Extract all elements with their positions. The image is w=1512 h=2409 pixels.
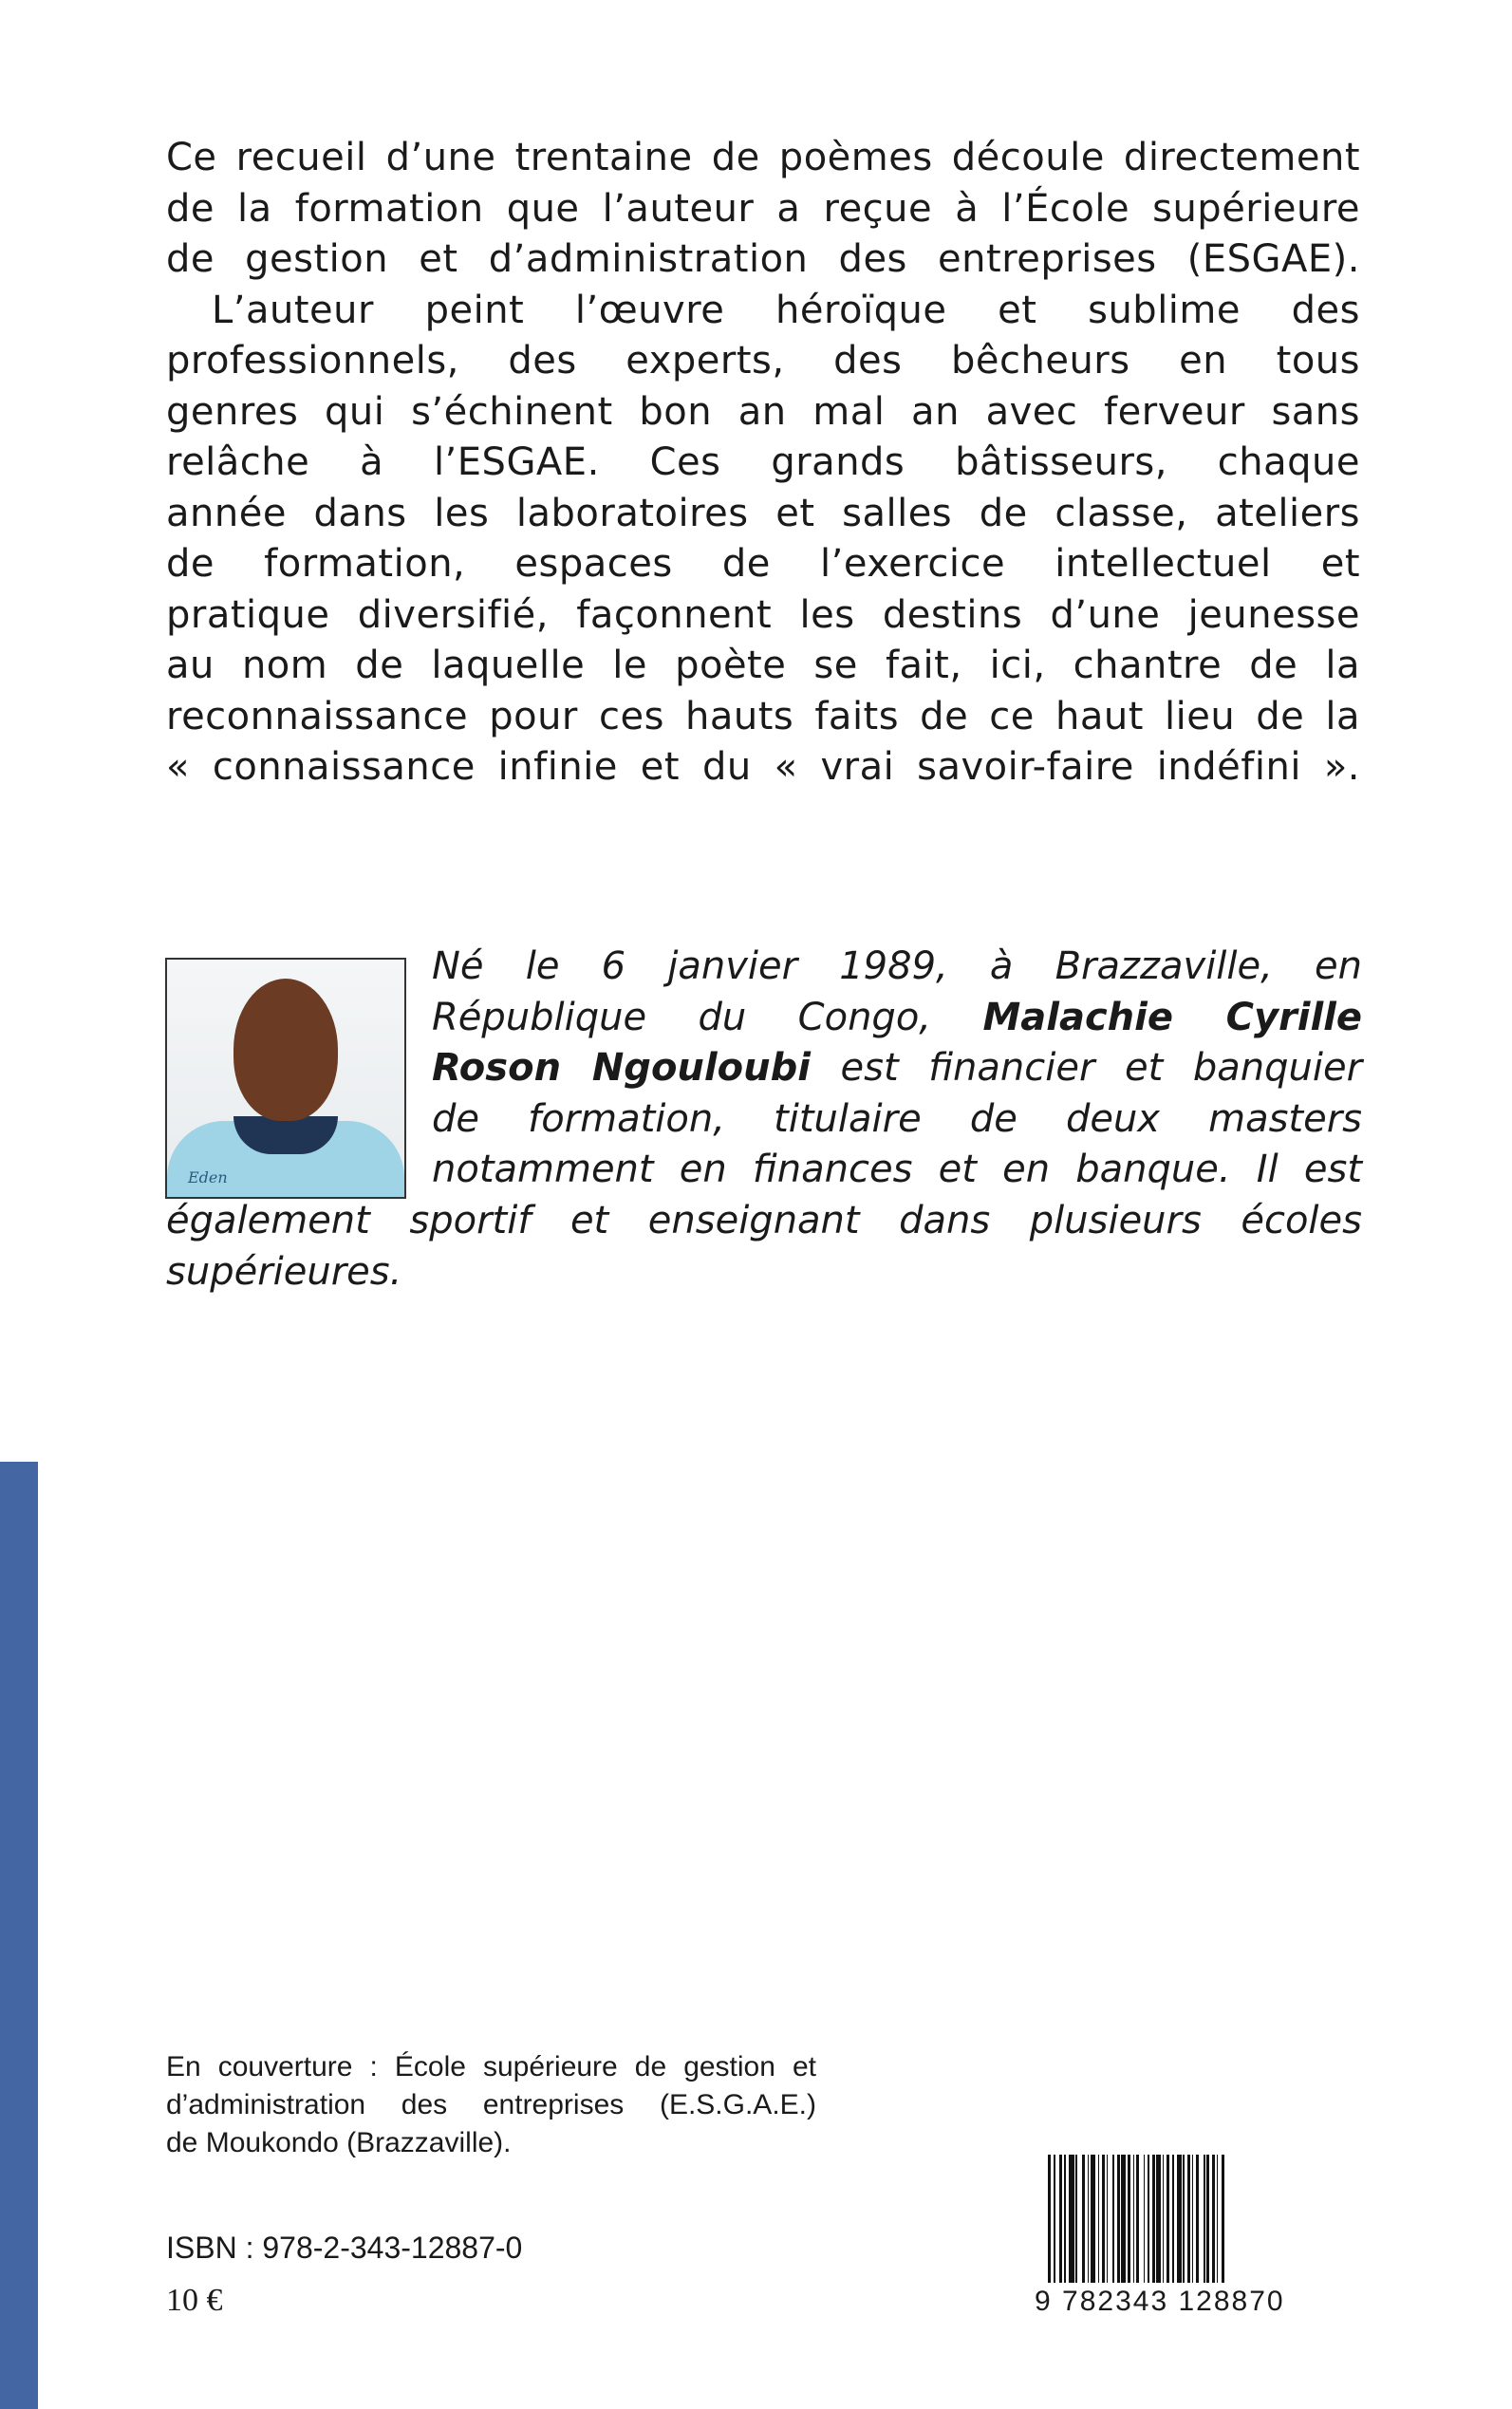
credit-line: d’administration des entreprises (E.S.G.A.E.) (166, 2089, 816, 2120)
isbn: ISBN : 978-2-343-12887-0 (166, 2231, 523, 2265)
barcode-bar (1224, 2155, 1226, 2283)
photo-shirt-logo: Eden (188, 1168, 228, 1186)
bio-line: Né le 6 janvier 1989, à Brazzaville, en (432, 944, 1362, 988)
summary-line: genres qui s’échinent bon an mal an avec ferveur sans (166, 389, 1360, 434)
bio-line: supérieures. (166, 1249, 402, 1294)
summary-line: année dans les laboratoires et salles de classe, ateliers (166, 491, 1360, 535)
cover-spine-band (0, 1462, 38, 2409)
credit-line: de Moukondo (Brazzaville). (166, 2127, 512, 2158)
barcode-bars (1048, 2155, 1329, 2297)
bio-line: également sportif et enseignant dans plusieurs écoles (166, 1199, 1362, 1242)
book-summary (166, 133, 1360, 794)
summary-line: pratique diversifié, façonnent les destins d’une jeunesse (166, 592, 1360, 637)
summary-line: de gestion et d’administration des entreprises (ESGAE). (166, 237, 1360, 281)
author-photo (165, 958, 406, 1199)
summary-line: au nom de laquelle le poète se fait, ici, chantre de la (166, 644, 1360, 687)
summary-line: Ce recueil d’une trentaine de poèmes découle directement (166, 136, 1360, 179)
barcode (1035, 2155, 1329, 2317)
summary-line: « connaissance infinie et du « vrai savoir-faire indéfini ». (166, 745, 1360, 789)
bio-line (432, 993, 1362, 1044)
price: 10 € (166, 2283, 223, 2318)
summary-line: de la formation que l’auteur a reçue à l’École supérieure (166, 186, 1360, 231)
bio-text: République du Congo, (432, 995, 932, 1039)
summary-line: de formation, espaces de l’exercice intellectuel et (166, 542, 1360, 586)
bio-line: de formation, titulaire de deux masters (432, 1096, 1362, 1141)
cover-credit (166, 2048, 816, 2162)
bio-line: notamment en finances et en banque. Il est (432, 1148, 1362, 1191)
summary-line: reconnaissance pour ces hauts faits de ce haut lieu de la (166, 694, 1360, 738)
author-bio-continued (166, 1196, 1362, 1298)
author-name: Malachie Cyrille (982, 995, 1363, 1039)
photo-head (233, 979, 338, 1121)
barcode-digits: 9 782343 128870 (1035, 2286, 1285, 2317)
summary-line: professionnels, des experts, des bêcheurs en tous (166, 339, 1360, 383)
summary-line: L’auteur peint l’œuvre héroïque et sublime des (212, 288, 1360, 332)
summary-line: relâche à l’ESGAE. Ces grands bâtisseurs, chaque (166, 440, 1360, 484)
author-bio (432, 942, 1362, 1196)
credit-line: En couverture : École supérieure de gestion et (166, 2051, 816, 2082)
bio-text: est financier et banquier (840, 1046, 1363, 1090)
bio-line (432, 1043, 1362, 1094)
author-surname: Roson Ngouloubi (432, 1046, 811, 1090)
